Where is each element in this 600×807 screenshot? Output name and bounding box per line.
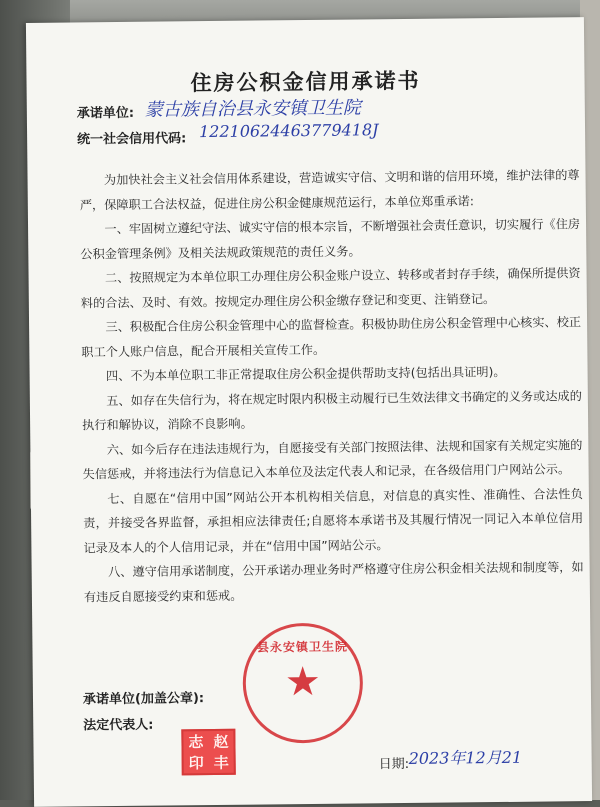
stamp-text: 县永安镇卫生院: [256, 639, 349, 655]
stamp-star-icon: ★: [284, 658, 321, 706]
page-title: 住房公积金信用承诺书: [190, 68, 421, 96]
paragraph-6: 六、如今后存在违法违规行为，自愿接受有关部门按照法律、法规和国家有关规定实施的失信惩戒，并将违法行为信息记入本单位及法定代表人和记录，在各级信用门户网站公示。: [82, 437, 583, 482]
sign-unit-label: 承诺单位(加盖公章):: [82, 691, 205, 708]
personal-seal: [181, 729, 235, 776]
paragraph-1: 一、牢固树立遵纪守法、诚实守信的根本宗旨，不断增强社会责任意识，切实履行《住房公积金管理条例》及相关法规政策规范的责任义务。: [80, 217, 581, 261]
paragraph-5: 五、如存在失信行为，将在规定时限内积极主动履行已生效法律文书确定的义务或达成的执行和解协议，消除不良影响。: [82, 388, 582, 433]
paragraph-2: 二、按照规定为本单位职工办理住房公积金账户设立、转移或者封存手续，确保所提供资料的合法、及时、有效。按规定办理住房公积金缴存登记和变更、注销登记。: [80, 266, 581, 310]
paragraph-4: 四、不为本单位职工非正常提取住房公积金提供帮助支持(包括出具证明)。: [105, 364, 506, 384]
date-handwriting: 2023年12月21: [408, 747, 523, 768]
credit-code-label: 统一社会信用代码:: [77, 131, 187, 148]
official-stamp: [242, 622, 363, 743]
seal-char: 印: [188, 754, 204, 773]
paragraph-7: 七、自愿在“信用中国”网站公开本机构相关信息，对信息的真实性、准确性、合法性负责，并接受各界监督，承担相应法律责任;自愿将本承诺书及其履行情况一同记入本单位信用记录及本人的个人信用记录，并在“信用中国”网站公示。: [83, 486, 584, 555]
date-label: 日期:: [378, 756, 410, 773]
document-page: [26, 17, 592, 807]
credit-code-handwriting: 12210624463779418J: [198, 120, 379, 142]
commitment-body: [79, 163, 584, 609]
paragraph-intro: 为加快社会主义社会信用体系建设，营造诚实守信、文明和谐的信用环境，维护法律的尊严，保障职工合法权益，促进住房公积金健康规范运行，本单位郑重承诺:: [79, 168, 580, 212]
seal-char: 志: [188, 733, 204, 752]
unit-handwriting: 蒙古族自治县永安镇卫生院: [144, 97, 361, 121]
seal-char: 丰: [213, 753, 229, 773]
paragraph-8: 八、遵守信用承诺制度，公开承诺办理业务时严格遵守住房公积金相关法规和制度等，如有违反自愿接受约束和惩戒。: [83, 560, 584, 604]
legal-rep-label: 法定代表人:: [83, 717, 154, 734]
paragraph-3: 三、积极配合住房公积金管理中心的监督检查。积极协助住房公积金管理中心核实、校正职工个人账户信息，配合开展相关宣传工作。: [81, 315, 582, 359]
seal-char: 赵: [213, 732, 229, 752]
unit-label: 承诺单位:: [76, 105, 135, 122]
